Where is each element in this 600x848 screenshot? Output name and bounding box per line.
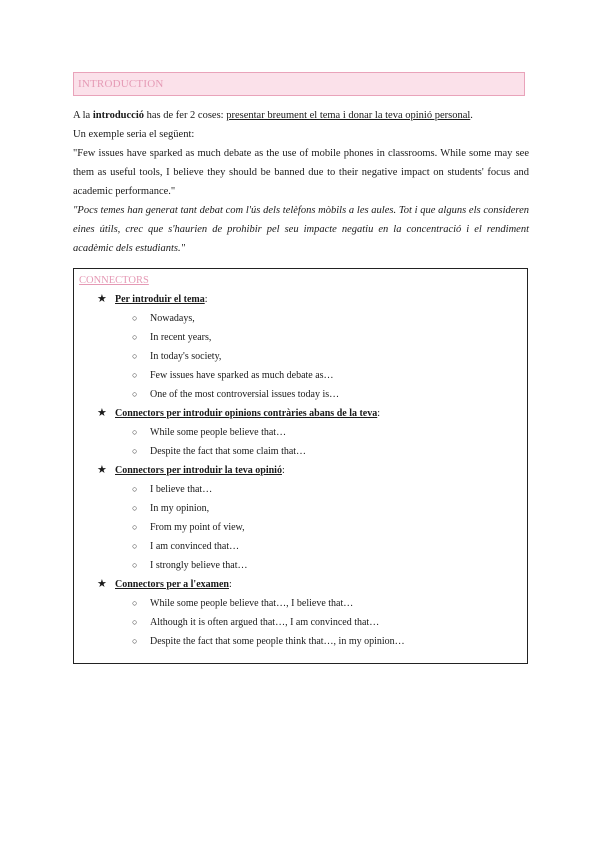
connector-item xyxy=(74,556,527,575)
circle-bullet-icon: ○ xyxy=(132,332,138,342)
connector-item xyxy=(74,366,527,385)
connector-item xyxy=(74,499,527,518)
connector-item xyxy=(74,309,527,328)
connector-item-text: One of the most controversial issues today is… xyxy=(150,389,340,400)
connector-item-text: While some people believe that…, I believe that… xyxy=(150,598,354,609)
connector-item-text: Few issues have sparked as much debate as… xyxy=(150,370,334,381)
connector-category-colon: : xyxy=(204,294,208,305)
circle-bullet-icon: ○ xyxy=(132,313,138,323)
connector-item xyxy=(74,328,527,347)
connector-item xyxy=(74,613,527,632)
connector-item-text: I believe that… xyxy=(150,484,213,495)
connector-category-title xyxy=(115,465,282,476)
connector-item xyxy=(74,537,527,556)
connector-item xyxy=(74,385,527,404)
example-quote-catalan: "Pocs temes han generat tant debat com l'ús dels telèfons mòbils a les aules. Tot i que alguns els consideren eines útils, crec que s'haurien de prohibir pel seu impacte negatiu en la concentració i el rendiment acadèmic dels estudiants." xyxy=(73,205,529,254)
introduction-heading: INTRODUCTION xyxy=(78,78,164,90)
circle-bullet-icon: ○ xyxy=(132,351,138,361)
circle-bullet-icon: ○ xyxy=(132,541,138,551)
circle-bullet-icon: ○ xyxy=(132,560,138,570)
connector-item xyxy=(74,442,527,461)
connectors-heading: CONNECTORS xyxy=(79,275,149,286)
circle-bullet-icon: ○ xyxy=(132,503,138,513)
connector-category-title-text: Per introduir el tema xyxy=(115,294,205,305)
introduction-body xyxy=(73,106,529,258)
connector-item-text: I strongly believe that… xyxy=(150,560,248,571)
connector-item-text: In recent years, xyxy=(150,332,212,343)
connector-item xyxy=(74,423,527,442)
intro-instruction xyxy=(73,106,529,125)
intro-example-label: Un exemple seria el següent: xyxy=(73,129,195,140)
connector-item xyxy=(74,518,527,537)
connector-category xyxy=(74,404,527,423)
connector-item-text: Despite the fact that some people think that…, in my opinion… xyxy=(150,636,405,647)
connector-category-title-text: Connectors per introduir opinions contràries abans de la teva xyxy=(115,408,378,419)
introduction-heading-box xyxy=(73,72,525,96)
circle-bullet-icon: ○ xyxy=(132,427,138,437)
connector-item xyxy=(74,594,527,613)
connector-category xyxy=(74,461,527,480)
connector-item-text: Despite the fact that some claim that… xyxy=(150,446,307,457)
intro-text-pre: A la xyxy=(73,110,93,121)
connectors-box xyxy=(73,268,528,664)
connector-item-text: In today's society, xyxy=(150,351,222,362)
connector-category-title xyxy=(115,408,377,419)
circle-bullet-icon: ○ xyxy=(132,389,138,399)
circle-bullet-icon: ○ xyxy=(132,446,138,456)
intro-text-post: . xyxy=(470,110,473,121)
connector-category-title xyxy=(115,294,205,305)
intro-text-mid: has de fer 2 coses: xyxy=(144,110,227,121)
connector-item-text: From my point of view, xyxy=(150,522,245,533)
connector-category-colon: : xyxy=(281,465,285,476)
star-bullet-icon: ★ xyxy=(97,293,107,305)
connector-category-title-text: Connectors per a l'examen xyxy=(115,579,229,590)
connector-category xyxy=(74,290,527,309)
connector-item xyxy=(74,347,527,366)
circle-bullet-icon: ○ xyxy=(132,617,138,627)
intro-text-bold: introducció xyxy=(92,110,144,121)
connector-category-title-text: Connectors per introduir la teva opinió xyxy=(115,465,282,476)
connector-item-text: In my opinion, xyxy=(150,503,210,514)
star-bullet-icon: ★ xyxy=(97,464,107,476)
connector-item-text: Nowadays, xyxy=(150,313,195,324)
star-bullet-icon: ★ xyxy=(97,407,107,419)
star-bullet-icon: ★ xyxy=(97,578,107,590)
circle-bullet-icon: ○ xyxy=(132,522,138,532)
circle-bullet-icon: ○ xyxy=(132,484,138,494)
connector-category xyxy=(74,575,527,594)
connector-item xyxy=(74,480,527,499)
connector-category-colon: : xyxy=(228,579,232,590)
connector-item xyxy=(74,632,527,651)
connector-category-title xyxy=(115,579,229,590)
connector-item-text: Although it is often argued that…, I am convinced that… xyxy=(150,617,380,628)
connector-item-text: While some people believe that… xyxy=(150,427,287,438)
connectors-list xyxy=(74,290,527,651)
connector-item-text: I am convinced that… xyxy=(150,541,240,552)
example-quote-english: "Few issues have sparked as much debate as the use of mobile phones in classrooms. While some may see them as useful tools, I believe they should be banned due to their negative impact on students' focus and academic performance." xyxy=(73,148,529,197)
circle-bullet-icon: ○ xyxy=(132,370,138,380)
intro-text-underlined: presentar breument el tema i donar la teva opinió personal xyxy=(226,110,471,121)
circle-bullet-icon: ○ xyxy=(132,636,138,646)
connector-category-colon: : xyxy=(377,408,381,419)
circle-bullet-icon: ○ xyxy=(132,598,138,608)
